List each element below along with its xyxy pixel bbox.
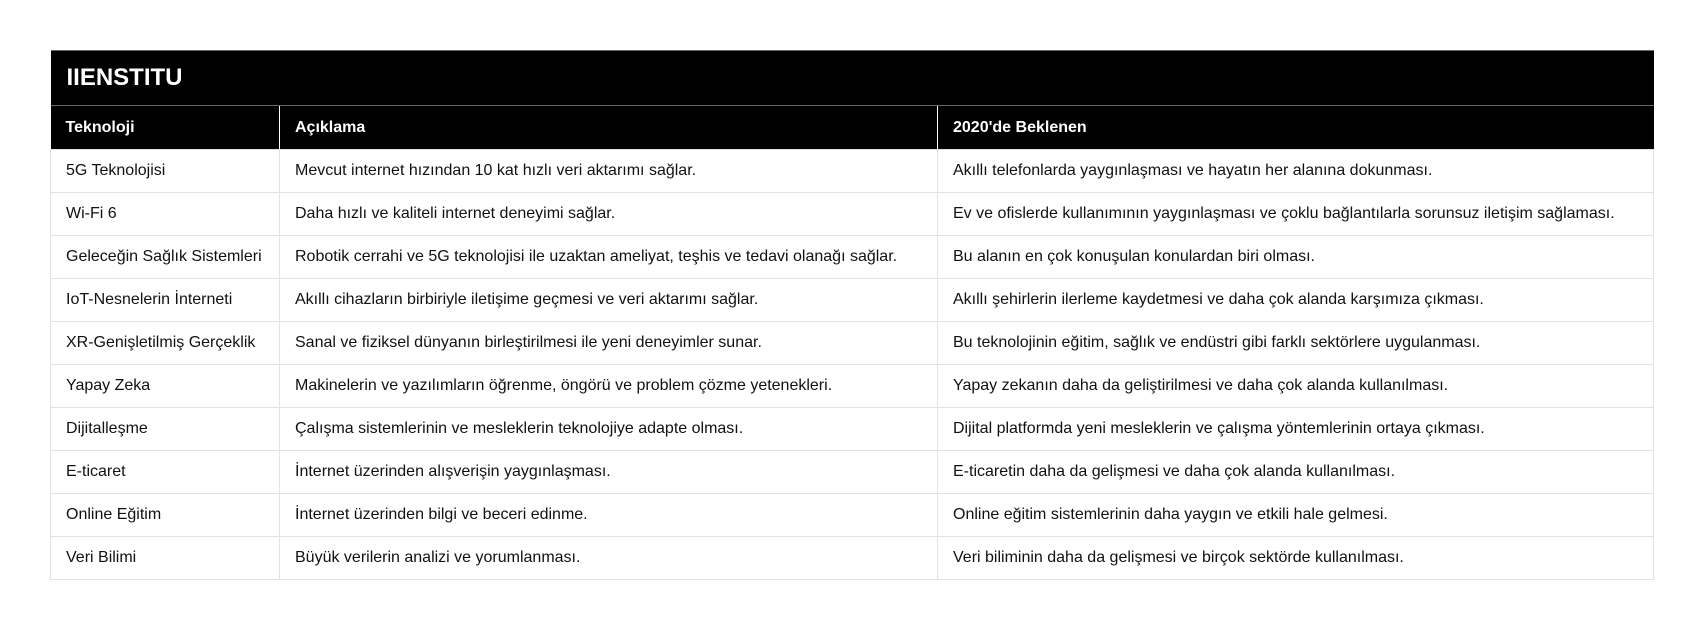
cell-2020-beklenen: Veri biliminin daha da gelişmesi ve birçok sektörde kullanılması.	[938, 537, 1654, 580]
cell-aciklama: Daha hızlı ve kaliteli internet deneyimi sağlar.	[280, 193, 938, 236]
technology-table	[50, 50, 1654, 580]
table-row	[51, 322, 1654, 365]
cell-2020-beklenen: E-ticaretin daha da gelişmesi ve daha çok alanda kullanılması.	[938, 451, 1654, 494]
table-row	[51, 537, 1654, 580]
cell-teknoloji: Geleceğin Sağlık Sistemleri	[51, 236, 280, 279]
cell-2020-beklenen: Bu teknolojinin eğitim, sağlık ve endüstri gibi farklı sektörlere uygulanması.	[938, 322, 1654, 365]
cell-teknoloji: E-ticaret	[51, 451, 280, 494]
cell-2020-beklenen: Dijital platformda yeni mesleklerin ve çalışma yöntemlerinin ortaya çıkması.	[938, 408, 1654, 451]
cell-teknoloji: Yapay Zeka	[51, 365, 280, 408]
cell-aciklama: İnternet üzerinden bilgi ve beceri edinme.	[280, 494, 938, 537]
cell-aciklama: Sanal ve fiziksel dünyanın birleştirilmesi ile yeni deneyimler sunar.	[280, 322, 938, 365]
cell-teknoloji: Wi-Fi 6	[51, 193, 280, 236]
cell-teknoloji: Online Eğitim	[51, 494, 280, 537]
cell-aciklama: Akıllı cihazların birbiriyle iletişime geçmesi ve veri aktarımı sağlar.	[280, 279, 938, 322]
cell-teknoloji: XR-Genişletilmiş Gerçeklik	[51, 322, 280, 365]
table-row	[51, 193, 1654, 236]
cell-aciklama: Mevcut internet hızından 10 kat hızlı veri aktarımı sağlar.	[280, 150, 938, 193]
header-teknoloji: Teknoloji	[51, 106, 280, 150]
cell-2020-beklenen: Online eğitim sistemlerinin daha yaygın ve etkili hale gelmesi.	[938, 494, 1654, 537]
cell-teknoloji: IoT-Nesnelerin İnterneti	[51, 279, 280, 322]
cell-2020-beklenen: Yapay zekanın daha da geliştirilmesi ve daha çok alanda kullanılması.	[938, 365, 1654, 408]
table-container	[50, 50, 1653, 580]
cell-2020-beklenen: Akıllı şehirlerin ilerleme kaydetmesi ve daha çok alanda karşımıza çıkması.	[938, 279, 1654, 322]
cell-aciklama: Makinelerin ve yazılımların öğrenme, öngörü ve problem çözme yetenekleri.	[280, 365, 938, 408]
cell-aciklama: İnternet üzerinden alışverişin yaygınlaşması.	[280, 451, 938, 494]
cell-teknoloji: Veri Bilimi	[51, 537, 280, 580]
cell-2020-beklenen: Akıllı telefonlarda yaygınlaşması ve hayatın her alanına dokunması.	[938, 150, 1654, 193]
cell-aciklama: Büyük verilerin analizi ve yorumlanması.	[280, 537, 938, 580]
table-row	[51, 150, 1654, 193]
cell-teknoloji: 5G Teknolojisi	[51, 150, 280, 193]
table-row	[51, 365, 1654, 408]
title-row	[51, 51, 1654, 106]
table-row	[51, 451, 1654, 494]
cell-aciklama: Çalışma sistemlerinin ve mesleklerin teknolojiye adapte olması.	[280, 408, 938, 451]
cell-2020-beklenen: Bu alanın en çok konuşulan konulardan biri olması.	[938, 236, 1654, 279]
header-aciklama: Açıklama	[280, 106, 938, 150]
table-row	[51, 279, 1654, 322]
table-row	[51, 236, 1654, 279]
header-row	[51, 106, 1654, 150]
table-body	[51, 150, 1654, 580]
cell-2020-beklenen: Ev ve ofislerde kullanımının yaygınlaşması ve çoklu bağlantılarla sorunsuz iletişim sağlaması.	[938, 193, 1654, 236]
table-row	[51, 494, 1654, 537]
cell-teknoloji: Dijitalleşme	[51, 408, 280, 451]
table-row	[51, 408, 1654, 451]
table-title: IIENSTITU	[51, 51, 1654, 106]
cell-aciklama: Robotik cerrahi ve 5G teknolojisi ile uzaktan ameliyat, teşhis ve tedavi olanağı sağlar.	[280, 236, 938, 279]
header-2020-beklenen: 2020'de Beklenen	[938, 106, 1654, 150]
